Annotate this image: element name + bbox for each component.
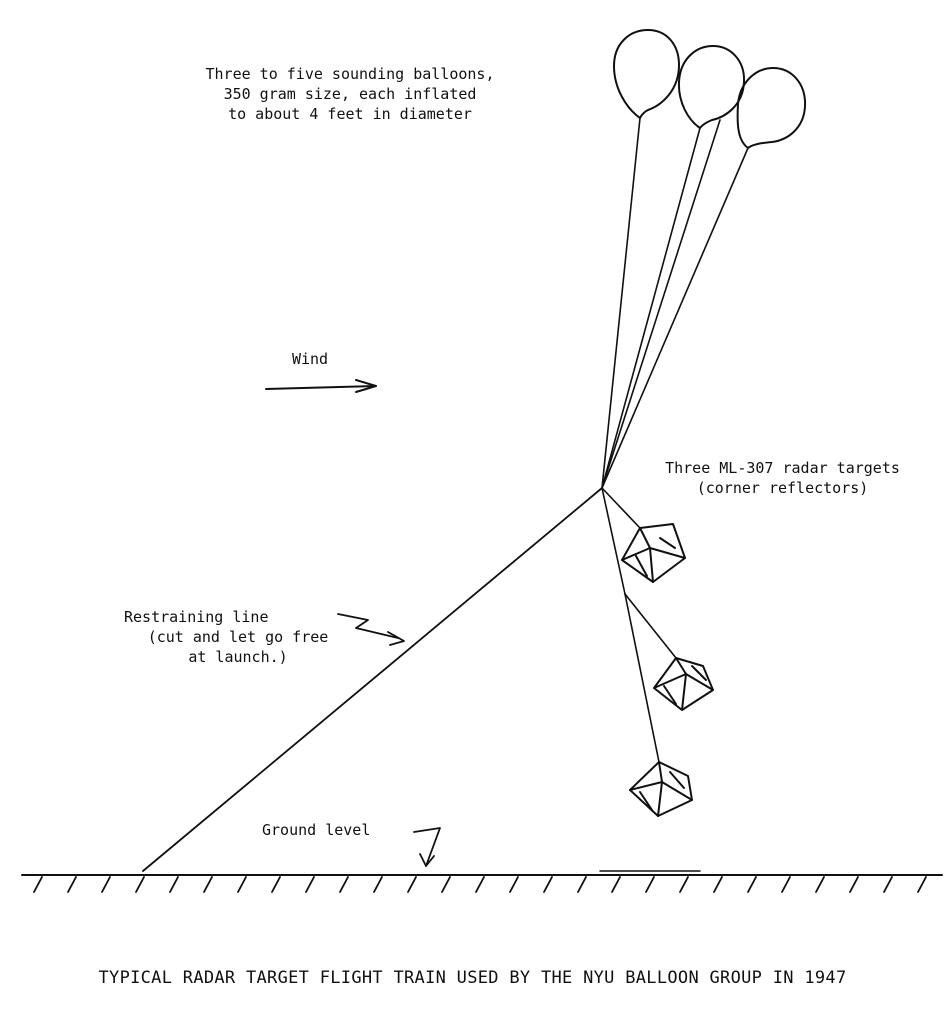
hatch-mark	[782, 877, 790, 892]
ground-line	[22, 871, 942, 875]
figure-caption: TYPICAL RADAR TARGET FLIGHT TRAIN USED BY THE NYU BALLOON GROUP IN 1947	[98, 968, 847, 988]
restraining-label-line-2: (cut and let go free	[147, 628, 329, 646]
ground-label: Ground level	[262, 821, 371, 839]
hatch-mark	[612, 877, 620, 892]
hatch-mark	[816, 877, 824, 892]
corner-reflector-1-icon	[622, 524, 685, 582]
hatch-mark	[884, 877, 892, 892]
hatch-mark	[272, 877, 280, 892]
hatch-mark	[306, 877, 314, 892]
hatch-mark	[476, 877, 484, 892]
hatch-mark	[136, 877, 144, 892]
hatch-mark	[408, 877, 416, 892]
hatch-mark	[374, 877, 382, 892]
targets-label-line-1: Three ML-307 radar targets	[665, 459, 900, 477]
ground-hatching	[34, 877, 926, 892]
hatch-mark	[918, 877, 926, 892]
wind-arrow-icon	[266, 380, 376, 392]
hatch-mark	[748, 877, 756, 892]
targets-label-line-2: (corner reflectors)	[696, 479, 869, 497]
hatch-mark	[510, 877, 518, 892]
hatch-mark	[646, 877, 654, 892]
hatch-mark	[238, 877, 246, 892]
hatch-mark	[680, 877, 688, 892]
restraining-label-line-1: Restraining line	[124, 608, 269, 626]
hatch-mark	[850, 877, 858, 892]
balloons-label-line-1: Three to five sounding balloons,	[205, 65, 495, 83]
balloons-label-line-2: 350 gram size, each inflated	[223, 85, 477, 103]
hatch-mark	[714, 877, 722, 892]
balloons-label	[170, 64, 530, 124]
hatch-mark	[204, 877, 212, 892]
corner-reflector-3-icon	[630, 762, 692, 816]
balloon-1-icon	[614, 30, 679, 118]
hatch-mark	[102, 877, 110, 892]
hatch-mark	[442, 877, 450, 892]
hatch-mark	[340, 877, 348, 892]
restraining-label	[118, 607, 358, 667]
restraining-label-line-3: at launch.)	[188, 648, 288, 666]
balloons-label-line-3: to about 4 feet in diameter	[228, 105, 472, 123]
balloon-tethers	[602, 118, 748, 488]
wind-label: Wind	[291, 350, 329, 368]
hatch-mark	[68, 877, 76, 892]
corner-reflector-2-icon	[654, 658, 713, 710]
ground-pointer-arrow-icon	[414, 828, 440, 866]
targets-label	[640, 458, 925, 498]
balloon-3-icon	[738, 68, 805, 148]
hatch-mark	[34, 877, 42, 892]
hatch-mark	[170, 877, 178, 892]
restraining-line	[143, 488, 602, 871]
balloon-2-icon	[679, 46, 744, 128]
hatch-mark	[578, 877, 586, 892]
hatch-mark	[544, 877, 552, 892]
